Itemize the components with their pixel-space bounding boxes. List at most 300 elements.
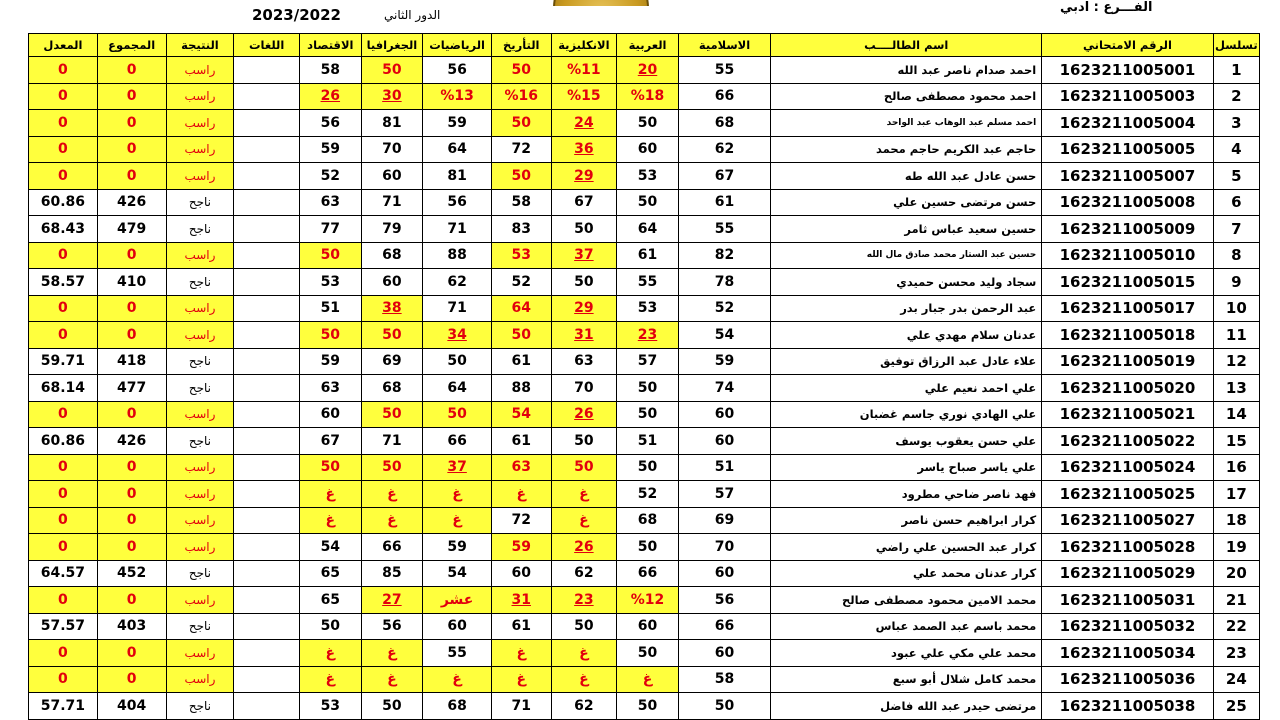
cell-name: علاء عادل عبد الرزاق توفيق xyxy=(771,348,1042,375)
cell-economics: 63 xyxy=(300,375,362,402)
cell-islamic: 60 xyxy=(678,428,770,455)
cell-geography: 60 xyxy=(361,269,423,296)
cell-name: كرار عدنان محمد علي xyxy=(771,560,1042,587)
table-row xyxy=(29,83,1260,110)
cell-seq: 16 xyxy=(1213,454,1259,481)
cell-math: 68 xyxy=(423,693,492,720)
cell-total: 0 xyxy=(97,110,166,137)
table-row xyxy=(29,613,1260,640)
cell-avg: 0 xyxy=(29,110,98,137)
cell-seq: 23 xyxy=(1213,640,1259,667)
cell-exam-no: 1623211005001 xyxy=(1042,57,1213,84)
cell-english: 62 xyxy=(551,693,617,720)
cell-result: ناجح xyxy=(166,348,234,375)
table-row xyxy=(29,481,1260,508)
table-row xyxy=(29,189,1260,216)
table-row xyxy=(29,163,1260,190)
cell-languages xyxy=(234,57,300,84)
cell-languages xyxy=(234,454,300,481)
cell-geography: 70 xyxy=(361,136,423,163)
col-geography: الجغرافيا xyxy=(361,34,423,57)
cell-geography: 71 xyxy=(361,189,423,216)
cell-total: 0 xyxy=(97,57,166,84)
cell-exam-no: 1623211005029 xyxy=(1042,560,1213,587)
cell-exam-no: 1623211005005 xyxy=(1042,136,1213,163)
cell-geography: 50 xyxy=(361,454,423,481)
cell-arabic: 66 xyxy=(617,560,679,587)
table-row xyxy=(29,295,1260,322)
cell-math: عشر xyxy=(423,587,492,614)
cell-arabic: 50 xyxy=(617,454,679,481)
cell-history: 54 xyxy=(491,401,551,428)
cell-arabic: %18 xyxy=(617,83,679,110)
cell-english: %11 xyxy=(551,57,617,84)
cell-islamic: 57 xyxy=(678,481,770,508)
cell-name: سجاد وليد محسن حميدي xyxy=(771,269,1042,296)
cell-geography: 68 xyxy=(361,242,423,269)
cell-history: 61 xyxy=(491,613,551,640)
cell-exam-no: 1623211005017 xyxy=(1042,295,1213,322)
cell-math: 50 xyxy=(423,348,492,375)
cell-islamic: 69 xyxy=(678,507,770,534)
cell-seq: 10 xyxy=(1213,295,1259,322)
cell-english: 63 xyxy=(551,348,617,375)
cell-math: غ xyxy=(423,507,492,534)
cell-name: علي ياسر صباح ياسر xyxy=(771,454,1042,481)
cell-islamic: 50 xyxy=(678,693,770,720)
table-row xyxy=(29,348,1260,375)
cell-exam-no: 1623211005025 xyxy=(1042,481,1213,508)
table-row xyxy=(29,428,1260,455)
table-row xyxy=(29,57,1260,84)
cell-english: غ xyxy=(551,481,617,508)
cell-name: فهد ناصر ضاحي مطرود xyxy=(771,481,1042,508)
cell-geography: 50 xyxy=(361,57,423,84)
cell-name: محمد الامين محمود مصطفى صالح xyxy=(771,587,1042,614)
cell-islamic: 51 xyxy=(678,454,770,481)
cell-total: 404 xyxy=(97,693,166,720)
cell-languages xyxy=(234,693,300,720)
cell-geography: 85 xyxy=(361,560,423,587)
cell-economics: 67 xyxy=(300,428,362,455)
cell-economics: 65 xyxy=(300,587,362,614)
cell-seq: 14 xyxy=(1213,401,1259,428)
cell-languages xyxy=(234,375,300,402)
cell-history: 72 xyxy=(491,136,551,163)
cell-languages xyxy=(234,189,300,216)
cell-arabic: 20 xyxy=(617,57,679,84)
cell-result: ناجح xyxy=(166,428,234,455)
cell-exam-no: 1623211005036 xyxy=(1042,666,1213,693)
cell-islamic: 60 xyxy=(678,401,770,428)
cell-geography: 66 xyxy=(361,534,423,561)
cell-islamic: 61 xyxy=(678,189,770,216)
cell-history: 52 xyxy=(491,269,551,296)
col-seq: تسلسل xyxy=(1213,34,1259,57)
cell-english: 50 xyxy=(551,454,617,481)
cell-languages xyxy=(234,481,300,508)
cell-math: غ xyxy=(423,481,492,508)
cell-economics: 60 xyxy=(300,401,362,428)
col-result: النتيجة xyxy=(166,34,234,57)
table-row xyxy=(29,136,1260,163)
cell-avg: 0 xyxy=(29,587,98,614)
cell-seq: 8 xyxy=(1213,242,1259,269)
cell-islamic: 60 xyxy=(678,560,770,587)
col-total: المجموع xyxy=(97,34,166,57)
cell-islamic: 58 xyxy=(678,666,770,693)
cell-history: 88 xyxy=(491,375,551,402)
cell-exam-no: 1623211005028 xyxy=(1042,534,1213,561)
cell-exam-no: 1623211005019 xyxy=(1042,348,1213,375)
table-row xyxy=(29,454,1260,481)
cell-result: راسب xyxy=(166,587,234,614)
branch-label: الفـــرع : ادبي xyxy=(1060,0,1153,15)
table-row xyxy=(29,560,1260,587)
cell-total: 0 xyxy=(97,587,166,614)
cell-arabic: 57 xyxy=(617,348,679,375)
cell-languages xyxy=(234,295,300,322)
cell-geography: 71 xyxy=(361,428,423,455)
cell-result: راسب xyxy=(166,322,234,349)
cell-name: احمد صدام ناصر عبد الله xyxy=(771,57,1042,84)
cell-exam-no: 1623211005004 xyxy=(1042,110,1213,137)
cell-history: 50 xyxy=(491,57,551,84)
table-header-row xyxy=(29,34,1260,57)
cell-total: 418 xyxy=(97,348,166,375)
cell-math: 64 xyxy=(423,375,492,402)
cell-result: راسب xyxy=(166,136,234,163)
col-economics: الاقتصاد xyxy=(300,34,362,57)
cell-english: 67 xyxy=(551,189,617,216)
cell-islamic: 67 xyxy=(678,163,770,190)
cell-math: 59 xyxy=(423,110,492,137)
exam-round: الدور الثاني xyxy=(384,8,441,22)
cell-economics: 56 xyxy=(300,110,362,137)
cell-result: راسب xyxy=(166,163,234,190)
cell-languages xyxy=(234,83,300,110)
cell-avg: 64.57 xyxy=(29,560,98,587)
cell-exam-no: 1623211005027 xyxy=(1042,507,1213,534)
cell-arabic: 61 xyxy=(617,242,679,269)
table-row xyxy=(29,110,1260,137)
cell-total: 410 xyxy=(97,269,166,296)
cell-avg: 68.43 xyxy=(29,216,98,243)
cell-seq: 5 xyxy=(1213,163,1259,190)
cell-geography: 50 xyxy=(361,401,423,428)
cell-math: 62 xyxy=(423,269,492,296)
cell-languages xyxy=(234,666,300,693)
cell-english: 23 xyxy=(551,587,617,614)
cell-arabic: %12 xyxy=(617,587,679,614)
cell-result: ناجح xyxy=(166,189,234,216)
cell-history: 63 xyxy=(491,454,551,481)
cell-english: 26 xyxy=(551,534,617,561)
cell-result: راسب xyxy=(166,454,234,481)
cell-languages xyxy=(234,560,300,587)
cell-math: 60 xyxy=(423,613,492,640)
cell-history: 50 xyxy=(491,322,551,349)
cell-exam-no: 1623211005009 xyxy=(1042,216,1213,243)
cell-islamic: 74 xyxy=(678,375,770,402)
cell-languages xyxy=(234,640,300,667)
cell-languages xyxy=(234,242,300,269)
cell-islamic: 56 xyxy=(678,587,770,614)
cell-exam-no: 1623211005003 xyxy=(1042,83,1213,110)
cell-economics: 63 xyxy=(300,189,362,216)
cell-exam-no: 1623211005022 xyxy=(1042,428,1213,455)
cell-math: 50 xyxy=(423,401,492,428)
col-math: الرياضيات xyxy=(423,34,492,57)
cell-arabic: غ xyxy=(617,666,679,693)
cell-math: 56 xyxy=(423,189,492,216)
cell-languages xyxy=(234,613,300,640)
cell-total: 0 xyxy=(97,295,166,322)
cell-languages xyxy=(234,136,300,163)
cell-english: غ xyxy=(551,666,617,693)
cell-seq: 18 xyxy=(1213,507,1259,534)
cell-arabic: 50 xyxy=(617,375,679,402)
cell-math: 71 xyxy=(423,216,492,243)
cell-seq: 9 xyxy=(1213,269,1259,296)
cell-result: راسب xyxy=(166,666,234,693)
cell-geography: غ xyxy=(361,481,423,508)
cell-english: 26 xyxy=(551,401,617,428)
cell-seq: 6 xyxy=(1213,189,1259,216)
cell-result: راسب xyxy=(166,640,234,667)
cell-exam-no: 1623211005010 xyxy=(1042,242,1213,269)
cell-seq: 13 xyxy=(1213,375,1259,402)
cell-seq: 12 xyxy=(1213,348,1259,375)
cell-total: 452 xyxy=(97,560,166,587)
table-row xyxy=(29,534,1260,561)
cell-history: %16 xyxy=(491,83,551,110)
cell-islamic: 78 xyxy=(678,269,770,296)
cell-economics: 58 xyxy=(300,57,362,84)
cell-name: محمد باسم عبد الصمد عباس xyxy=(771,613,1042,640)
cell-math: 37 xyxy=(423,454,492,481)
cell-exam-no: 1623211005007 xyxy=(1042,163,1213,190)
cell-geography: 56 xyxy=(361,613,423,640)
cell-geography: 79 xyxy=(361,216,423,243)
cell-avg: 0 xyxy=(29,83,98,110)
cell-history: غ xyxy=(491,666,551,693)
cell-geography: 81 xyxy=(361,110,423,137)
cell-languages xyxy=(234,163,300,190)
cell-geography: 27 xyxy=(361,587,423,614)
cell-arabic: 50 xyxy=(617,189,679,216)
cell-total: 477 xyxy=(97,375,166,402)
cell-arabic: 53 xyxy=(617,295,679,322)
cell-math: 34 xyxy=(423,322,492,349)
cell-economics: 50 xyxy=(300,613,362,640)
cell-avg: 0 xyxy=(29,534,98,561)
cell-geography: 50 xyxy=(361,693,423,720)
cell-avg: 0 xyxy=(29,322,98,349)
cell-seq: 15 xyxy=(1213,428,1259,455)
cell-total: 0 xyxy=(97,242,166,269)
cell-math: 55 xyxy=(423,640,492,667)
cell-languages xyxy=(234,216,300,243)
col-exam-no: الرقم الامتحاني xyxy=(1042,34,1213,57)
cell-languages xyxy=(234,507,300,534)
table-row xyxy=(29,401,1260,428)
cell-exam-no: 1623211005034 xyxy=(1042,640,1213,667)
cell-arabic: 55 xyxy=(617,269,679,296)
cell-avg: 68.14 xyxy=(29,375,98,402)
cell-economics: غ xyxy=(300,640,362,667)
cell-languages xyxy=(234,269,300,296)
cell-economics: غ xyxy=(300,666,362,693)
cell-name: عبد الرحمن بدر جبار بدر xyxy=(771,295,1042,322)
cell-geography: 50 xyxy=(361,322,423,349)
cell-economics: 53 xyxy=(300,693,362,720)
cell-avg: 0 xyxy=(29,401,98,428)
cell-total: 426 xyxy=(97,189,166,216)
cell-result: ناجح xyxy=(166,693,234,720)
cell-name: حسن عادل عبد الله طه xyxy=(771,163,1042,190)
cell-economics: 65 xyxy=(300,560,362,587)
cell-english: 50 xyxy=(551,216,617,243)
cell-total: 0 xyxy=(97,83,166,110)
cell-result: ناجح xyxy=(166,216,234,243)
cell-exam-no: 1623211005020 xyxy=(1042,375,1213,402)
cell-result: راسب xyxy=(166,242,234,269)
cell-exam-no: 1623211005038 xyxy=(1042,693,1213,720)
cell-english: 50 xyxy=(551,613,617,640)
cell-seq: 11 xyxy=(1213,322,1259,349)
cell-islamic: 55 xyxy=(678,216,770,243)
cell-avg: 59.71 xyxy=(29,348,98,375)
cell-geography: 68 xyxy=(361,375,423,402)
cell-geography: 30 xyxy=(361,83,423,110)
cell-avg: 0 xyxy=(29,57,98,84)
cell-avg: 57.71 xyxy=(29,693,98,720)
cell-islamic: 68 xyxy=(678,110,770,137)
cell-languages xyxy=(234,322,300,349)
cell-seq: 7 xyxy=(1213,216,1259,243)
cell-arabic: 50 xyxy=(617,640,679,667)
cell-economics: 26 xyxy=(300,83,362,110)
cell-history: 50 xyxy=(491,110,551,137)
cell-english: 37 xyxy=(551,242,617,269)
cell-math: 88 xyxy=(423,242,492,269)
cell-result: راسب xyxy=(166,507,234,534)
cell-islamic: 54 xyxy=(678,322,770,349)
cell-name: احمد مسلم عبد الوهاب عبد الواحد xyxy=(771,110,1042,137)
cell-result: راسب xyxy=(166,83,234,110)
cell-total: 0 xyxy=(97,481,166,508)
cell-result: ناجح xyxy=(166,613,234,640)
col-languages: اللغات xyxy=(234,34,300,57)
cell-geography: 69 xyxy=(361,348,423,375)
cell-result: راسب xyxy=(166,110,234,137)
cell-name: مرتضى حيدر عبد الله فاضل xyxy=(771,693,1042,720)
cell-geography: غ xyxy=(361,666,423,693)
cell-history: 83 xyxy=(491,216,551,243)
cell-total: 479 xyxy=(97,216,166,243)
cell-islamic: 62 xyxy=(678,136,770,163)
cell-total: 0 xyxy=(97,401,166,428)
cell-total: 403 xyxy=(97,613,166,640)
table-row xyxy=(29,375,1260,402)
cell-name: حسين عبد الستار محمد صادق مال الله xyxy=(771,242,1042,269)
cell-math: 71 xyxy=(423,295,492,322)
cell-name: كرار ابراهيم حسن ناصر xyxy=(771,507,1042,534)
col-islamic: الاسلامية xyxy=(678,34,770,57)
cell-avg: 0 xyxy=(29,163,98,190)
table-row xyxy=(29,269,1260,296)
cell-name: علي احمد نعيم علي xyxy=(771,375,1042,402)
cell-history: 60 xyxy=(491,560,551,587)
cell-name: علي حسن يعقوب يوسف xyxy=(771,428,1042,455)
cell-languages xyxy=(234,587,300,614)
cell-seq: 2 xyxy=(1213,83,1259,110)
cell-name: محمد كامل شلال أبو سبع xyxy=(771,666,1042,693)
table-row xyxy=(29,587,1260,614)
cell-avg: 60.86 xyxy=(29,189,98,216)
cell-result: راسب xyxy=(166,295,234,322)
cell-avg: 0 xyxy=(29,481,98,508)
cell-math: 54 xyxy=(423,560,492,587)
cell-seq: 4 xyxy=(1213,136,1259,163)
cell-english: غ xyxy=(551,507,617,534)
cell-seq: 22 xyxy=(1213,613,1259,640)
col-arabic: العربية xyxy=(617,34,679,57)
ministry-seal-icon xyxy=(553,0,649,6)
cell-islamic: 82 xyxy=(678,242,770,269)
cell-total: 0 xyxy=(97,163,166,190)
cell-avg: 0 xyxy=(29,640,98,667)
cell-languages xyxy=(234,428,300,455)
cell-islamic: 66 xyxy=(678,613,770,640)
cell-english: 50 xyxy=(551,428,617,455)
cell-math: غ xyxy=(423,666,492,693)
cell-arabic: 23 xyxy=(617,322,679,349)
cell-result: راسب xyxy=(166,534,234,561)
cell-history: غ xyxy=(491,481,551,508)
cell-history: 72 xyxy=(491,507,551,534)
cell-economics: غ xyxy=(300,481,362,508)
table-row xyxy=(29,693,1260,720)
table-row xyxy=(29,322,1260,349)
cell-history: 58 xyxy=(491,189,551,216)
cell-history: 61 xyxy=(491,348,551,375)
cell-languages xyxy=(234,348,300,375)
cell-exam-no: 1623211005031 xyxy=(1042,587,1213,614)
cell-arabic: 50 xyxy=(617,534,679,561)
cell-name: عدنان سلام مهدي علي xyxy=(771,322,1042,349)
cell-math: 66 xyxy=(423,428,492,455)
cell-name: علي الهادي نوري جاسم غضبان xyxy=(771,401,1042,428)
cell-seq: 25 xyxy=(1213,693,1259,720)
table-row xyxy=(29,216,1260,243)
cell-avg: 0 xyxy=(29,295,98,322)
cell-geography: 60 xyxy=(361,163,423,190)
cell-seq: 24 xyxy=(1213,666,1259,693)
cell-name: حاجم عبد الكريم حاجم محمد xyxy=(771,136,1042,163)
cell-islamic: 52 xyxy=(678,295,770,322)
cell-english: 62 xyxy=(551,560,617,587)
cell-math: 81 xyxy=(423,163,492,190)
cell-history: 31 xyxy=(491,587,551,614)
table-row xyxy=(29,666,1260,693)
cell-arabic: 53 xyxy=(617,163,679,190)
table-row xyxy=(29,507,1260,534)
cell-english: 29 xyxy=(551,163,617,190)
cell-arabic: 68 xyxy=(617,507,679,534)
cell-history: 59 xyxy=(491,534,551,561)
